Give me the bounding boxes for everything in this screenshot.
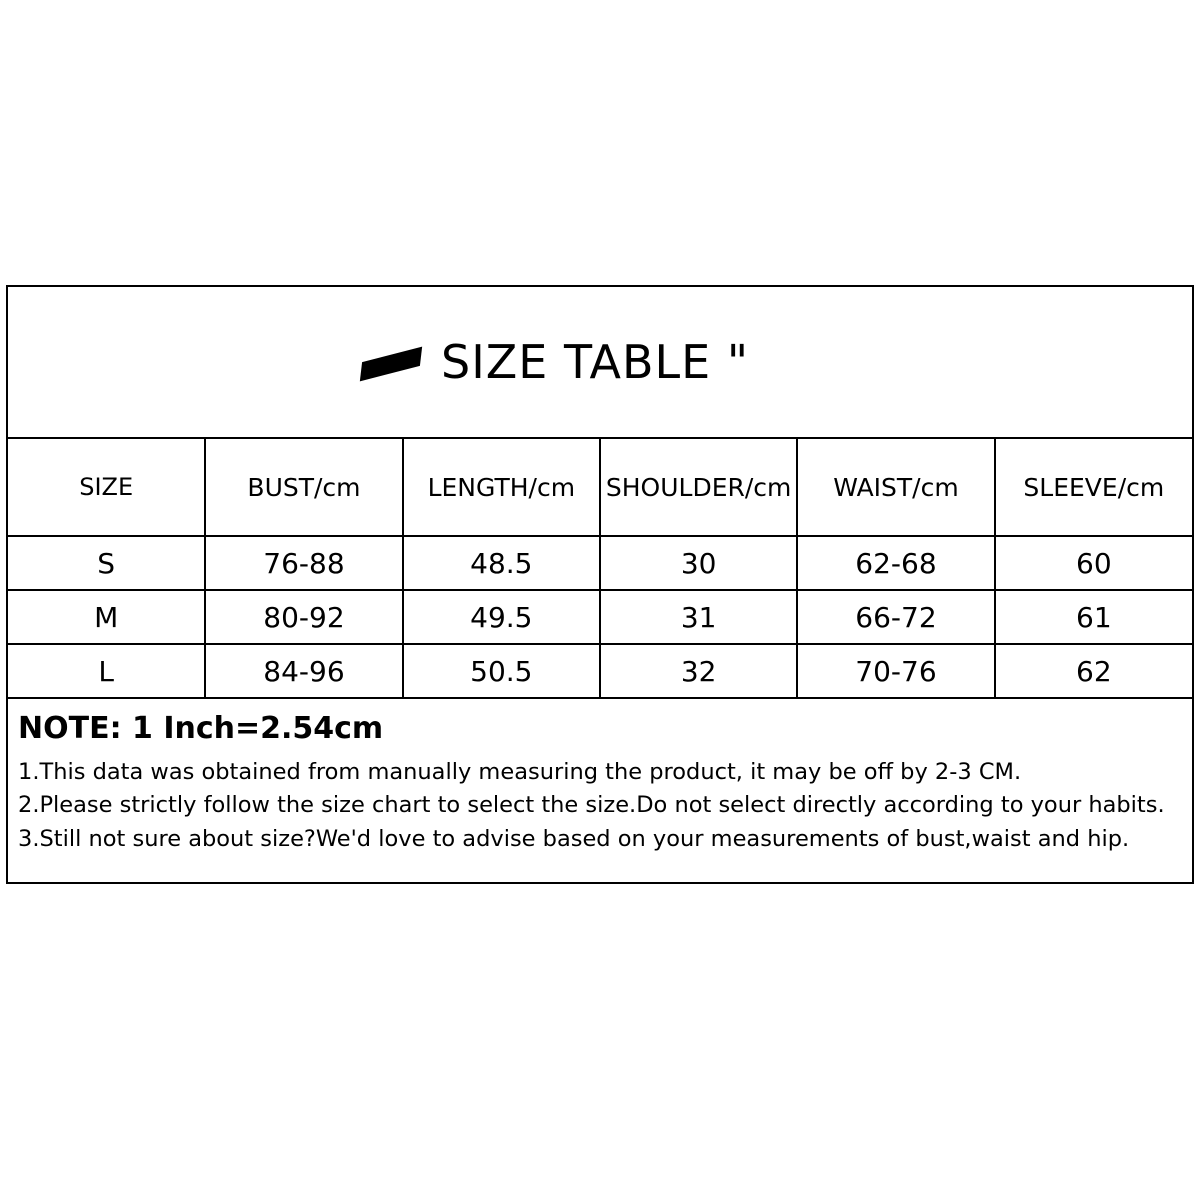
cell-waist: 66-72 bbox=[797, 590, 994, 644]
cell-shoulder: 32 bbox=[600, 644, 797, 697]
cell-sleeve: 61 bbox=[995, 590, 1192, 644]
cell-size: M bbox=[8, 590, 205, 644]
cell-bust: 80-92 bbox=[205, 590, 402, 644]
table-row bbox=[8, 644, 1192, 697]
note-line-2: 2.Please strictly follow the size chart to select the size.Do not select directly according to your habits. bbox=[18, 792, 1165, 819]
cell-shoulder: 30 bbox=[600, 536, 797, 590]
cell-length: 48.5 bbox=[403, 536, 600, 590]
column-header-bust: BUST/cm bbox=[205, 439, 402, 536]
note-title: NOTE: 1 Inch=2.54cm bbox=[18, 711, 384, 746]
slash-mark-icon bbox=[360, 347, 422, 382]
size-chart-table bbox=[8, 439, 1192, 697]
column-header-shoulder: SHOULDER/cm bbox=[600, 439, 797, 536]
cell-shoulder: 31 bbox=[600, 590, 797, 644]
title-band bbox=[8, 287, 1192, 439]
column-header-sleeve: SLEEVE/cm bbox=[995, 439, 1192, 536]
column-header-waist: WAIST/cm bbox=[797, 439, 994, 536]
cell-sleeve: 60 bbox=[995, 536, 1192, 590]
note-block bbox=[8, 697, 1192, 882]
column-header-length: LENGTH/cm bbox=[403, 439, 600, 536]
cell-size: L bbox=[8, 644, 205, 697]
cell-length: 49.5 bbox=[403, 590, 600, 644]
note-line-1: 1.This data was obtained from manually measuring the product, it may be off by 2-3 CM. bbox=[18, 759, 1022, 785]
cell-length: 50.5 bbox=[403, 644, 600, 697]
table-header-row bbox=[8, 439, 1192, 536]
page-title: SIZE TABLE " bbox=[441, 335, 749, 389]
cell-size: S bbox=[8, 536, 205, 590]
cell-bust: 84-96 bbox=[205, 644, 402, 697]
table-row bbox=[8, 536, 1192, 590]
column-header-size: SIZE bbox=[8, 439, 205, 536]
cell-waist: 62-68 bbox=[797, 536, 994, 590]
cell-sleeve: 62 bbox=[995, 644, 1192, 697]
table-row bbox=[8, 590, 1192, 644]
note-line-3: 3.Still not sure about size?We'd love to advise based on your measurements of bust,waist and hip. bbox=[18, 825, 1130, 852]
size-table-card bbox=[6, 285, 1194, 884]
cell-waist: 70-76 bbox=[797, 644, 994, 697]
cell-bust: 76-88 bbox=[205, 536, 402, 590]
